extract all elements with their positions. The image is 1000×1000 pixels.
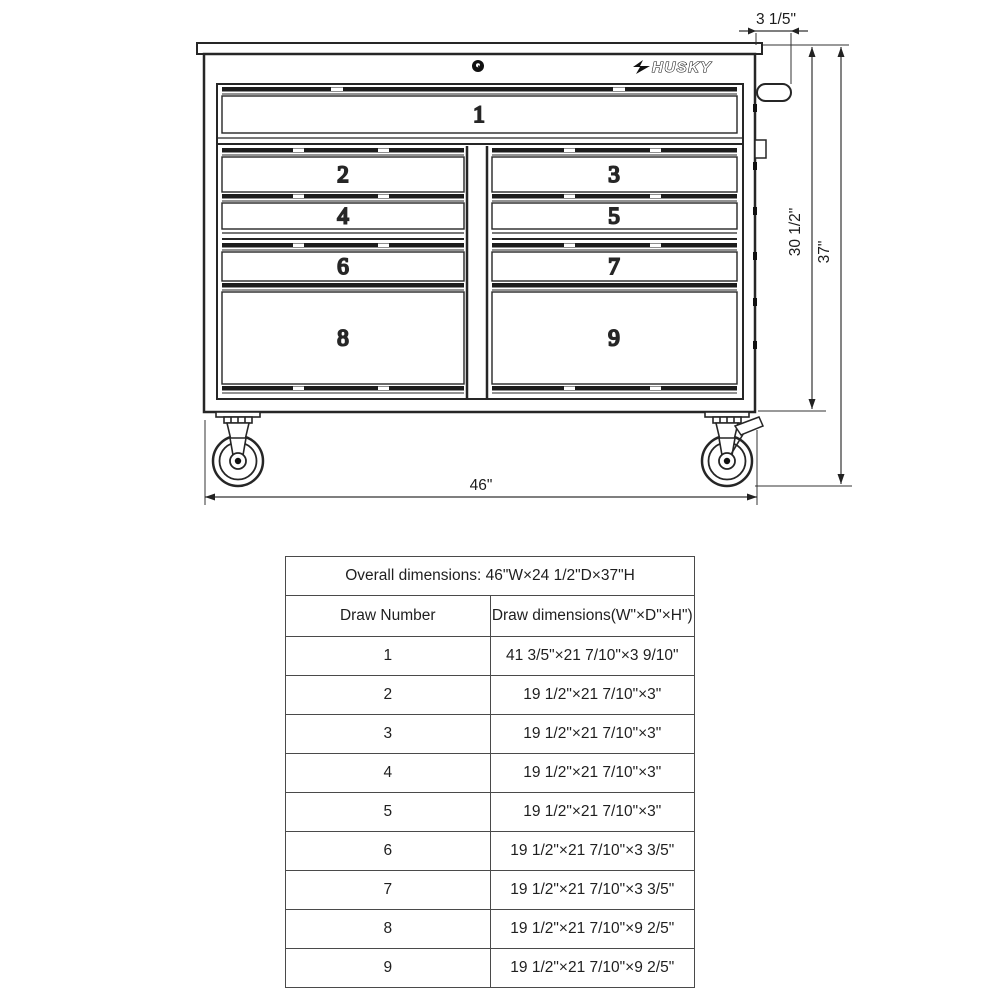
draw-dims-cell: 19 1/2"×21 7/10"×3 3/5" — [490, 832, 695, 871]
drawer-1 — [222, 87, 737, 133]
keyhole-icon — [472, 60, 484, 72]
drawer-6-label: 6 — [337, 254, 349, 279]
husky-logo-text: HUSKY — [652, 59, 713, 76]
dim-handle-depth-label: 3 1/5" — [756, 11, 796, 28]
draw-number-cell: 9 — [286, 949, 491, 988]
draw-number-cell: 1 — [286, 637, 491, 676]
dim-overall-width-label: 46" — [469, 477, 493, 494]
draw-number-cell: 6 — [286, 832, 491, 871]
table-row-overall — [286, 557, 695, 596]
col-header-draw-dimensions: Draw dimensions(W"×D"×H") — [490, 596, 695, 637]
dim-body-height-label: 30 1/2" — [787, 207, 804, 257]
drawer-8-label: 8 — [337, 325, 349, 351]
draw-dims-cell: 19 1/2"×21 7/10"×9 2/5" — [490, 949, 695, 988]
drawer-9 — [492, 292, 737, 393]
side-tab — [755, 140, 766, 158]
drawer-5-label: 5 — [608, 203, 620, 229]
table-row — [286, 754, 695, 793]
table-row — [286, 637, 695, 676]
table-row — [286, 949, 695, 988]
table-row — [286, 676, 695, 715]
caster-front-right — [702, 412, 763, 486]
draw-number-cell: 2 — [286, 676, 491, 715]
drawer-3-label: 3 — [608, 162, 620, 187]
table-row — [286, 793, 695, 832]
dim-overall-height — [755, 47, 852, 486]
table-row — [286, 871, 695, 910]
draw-number-cell: 8 — [286, 910, 491, 949]
drawer-8 — [222, 292, 464, 393]
draw-number-cell: 5 — [286, 793, 491, 832]
overall-dimensions-cell: Overall dimensions: 46"W×24 1/2"D×37"H — [286, 557, 695, 596]
dimensions-table — [285, 556, 695, 988]
table-header-row — [286, 596, 695, 637]
table-row — [286, 832, 695, 871]
draw-dims-cell: 19 1/2"×21 7/10"×3" — [490, 793, 695, 832]
drawer-7-label: 7 — [608, 254, 620, 279]
drawer-9-label: 9 — [608, 325, 620, 351]
table-row — [286, 715, 695, 754]
drawer-2-label: 2 — [337, 162, 349, 187]
draw-number-cell: 7 — [286, 871, 491, 910]
draw-dims-cell: 19 1/2"×21 7/10"×3" — [490, 754, 695, 793]
dim-overall-width — [205, 420, 757, 505]
drawer-2 — [222, 148, 464, 192]
table-row — [286, 910, 695, 949]
col-header-draw-number: Draw Number — [286, 596, 491, 637]
drawer-4-label: 4 — [337, 203, 349, 229]
draw-dims-cell: 41 3/5"×21 7/10"×3 9/10" — [490, 637, 695, 676]
draw-dims-cell: 19 1/2"×21 7/10"×3" — [490, 715, 695, 754]
drawer-1-label: 1 — [473, 102, 485, 127]
side-handle — [757, 84, 791, 101]
dim-overall-height-label: 37" — [816, 240, 833, 264]
draw-dims-cell: 19 1/2"×21 7/10"×3 3/5" — [490, 871, 695, 910]
caster-front-left — [213, 412, 263, 486]
draw-dims-cell: 19 1/2"×21 7/10"×3" — [490, 676, 695, 715]
draw-number-cell: 4 — [286, 754, 491, 793]
draw-dims-cell: 19 1/2"×21 7/10"×9 2/5" — [490, 910, 695, 949]
drawer-3 — [492, 148, 737, 192]
draw-number-cell: 3 — [286, 715, 491, 754]
